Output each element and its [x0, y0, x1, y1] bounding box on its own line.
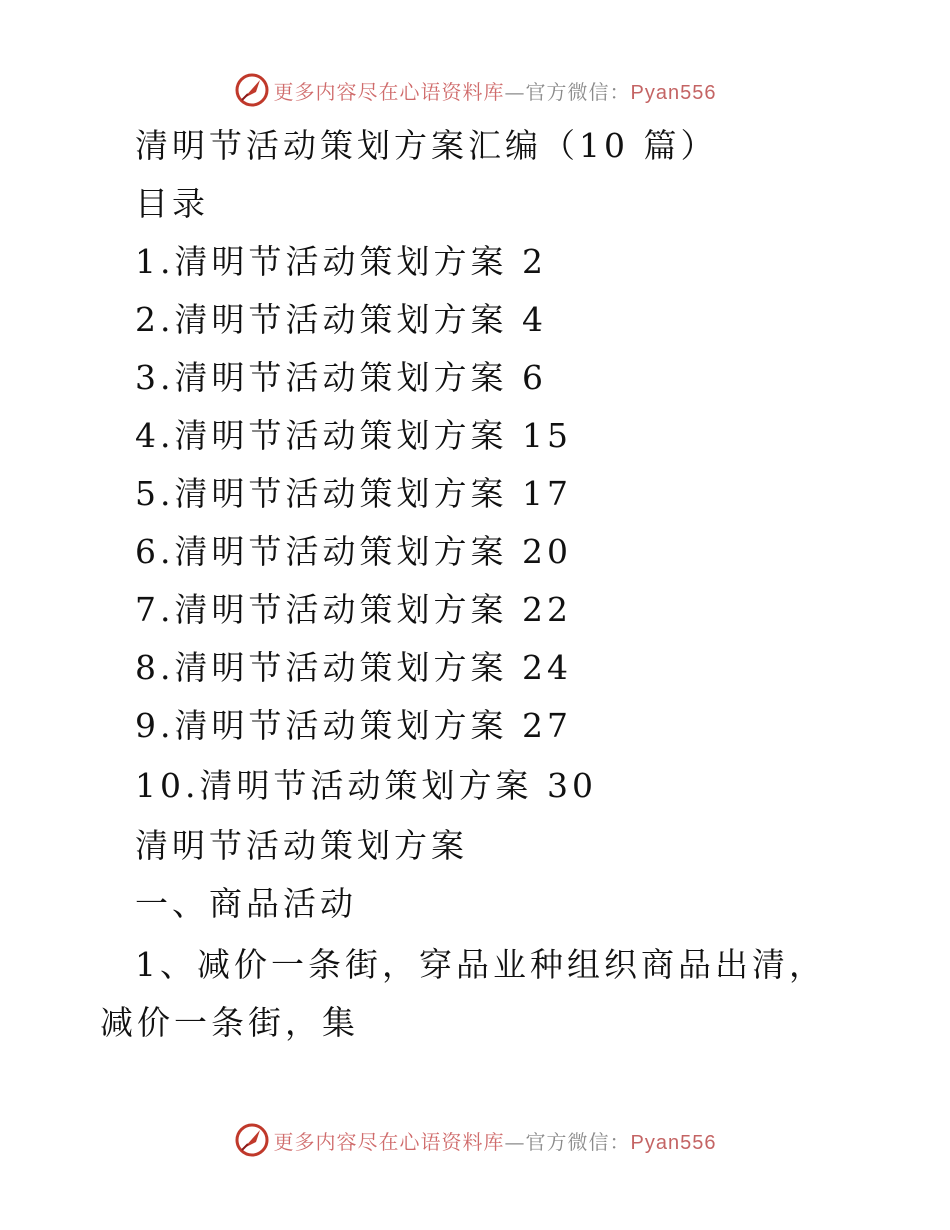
footer-banner [0, 1120, 950, 1160]
banner-wechat-id: Pyan556 [630, 81, 717, 104]
document-title: 清明节活动策划方案汇编（10 篇） [135, 126, 718, 165]
banner-label: 官方微信： [525, 79, 631, 104]
feather-logo-icon [234, 1122, 270, 1158]
toc-item: 7.清明节活动策划方案 22 [135, 590, 572, 629]
banner-wechat-id: Pyan556 [630, 1131, 717, 1154]
body-paragraph: 1、减价一条街，穿品业种组织商品出清，减价一条街，集 [100, 945, 826, 1042]
banner-label: 官方微信： [525, 1129, 631, 1154]
banner-main-text: 更多内容尽在心语资料库 [273, 1129, 505, 1154]
toc-item: 2.清明节活动策划方案 4 [135, 300, 547, 339]
banner-dash: — [504, 1129, 526, 1154]
toc-item: 9.清明节活动策划方案 27 [135, 706, 572, 745]
toc-item: 1.清明节活动策划方案 2 [135, 242, 547, 281]
toc-item: 8.清明节活动策划方案 24 [135, 648, 572, 687]
header-banner [0, 70, 950, 110]
toc-item: 10.清明节活动策划方案 30 [135, 766, 597, 805]
toc-item: 3.清明节活动策划方案 6 [135, 358, 547, 397]
toc-heading: 目录 [135, 184, 209, 223]
feather-logo-icon [234, 72, 270, 108]
toc-item: 5.清明节活动策划方案 17 [135, 474, 572, 513]
banner-main-text: 更多内容尽在心语资料库 [273, 79, 505, 104]
subsection-title: 一、商品活动 [135, 884, 357, 923]
banner-dash: — [504, 79, 526, 104]
toc-item: 4.清明节活动策划方案 15 [135, 416, 572, 455]
toc-item: 6.清明节活动策划方案 20 [135, 532, 572, 571]
section-title: 清明节活动策划方案 [135, 826, 468, 865]
